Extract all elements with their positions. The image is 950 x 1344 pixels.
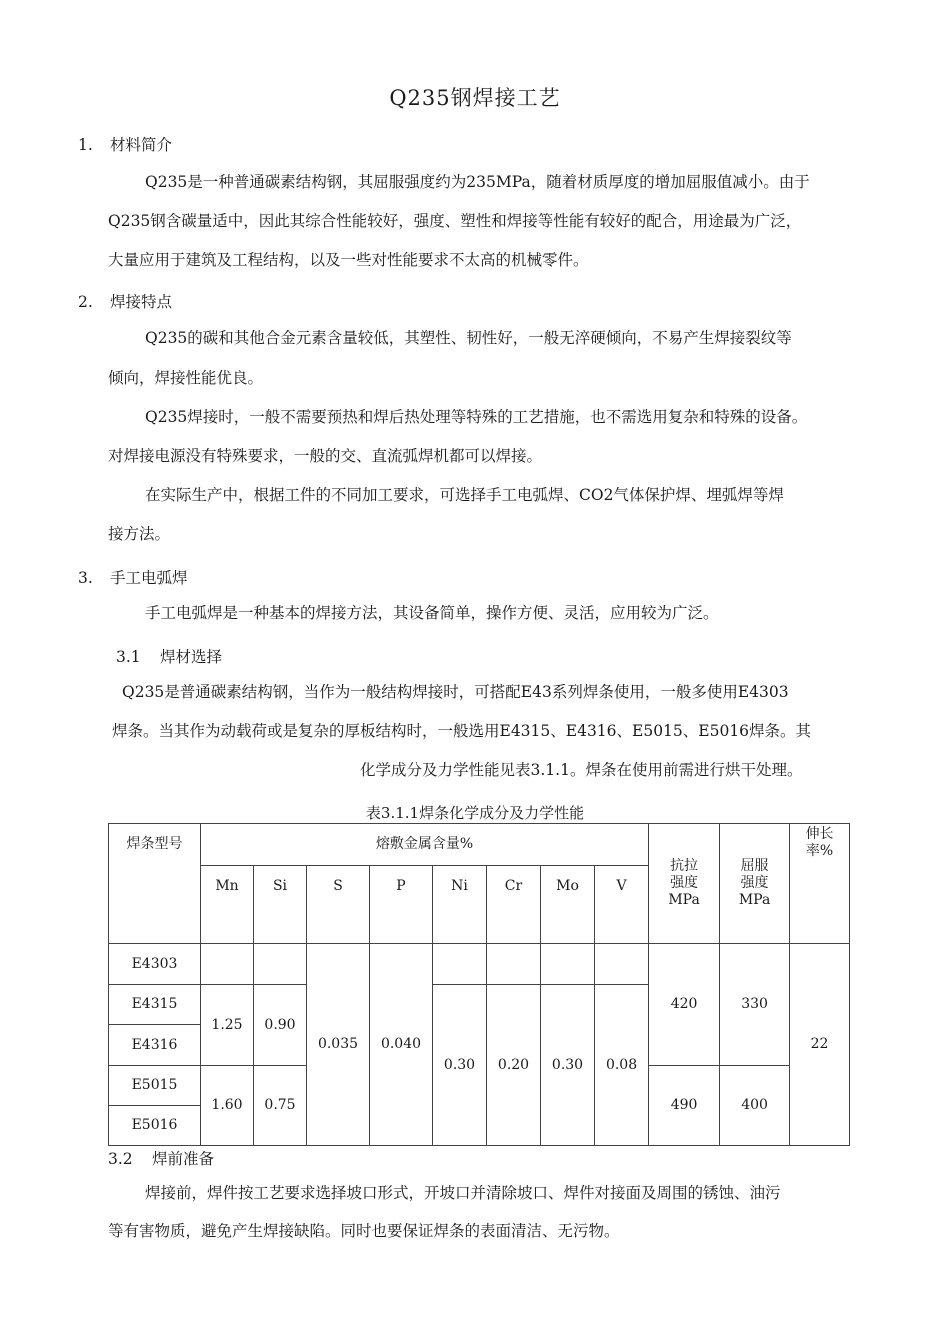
cell-mn: 1.60	[201, 1066, 254, 1146]
paragraph-line: 手工电弧焊是一种基本的焊接方法，其设备简单，操作方便、灵活，应用较为广泛。	[145, 604, 719, 622]
cell-mn: 1.25	[201, 985, 254, 1066]
header-element-mn: Mn	[201, 866, 254, 944]
header-element-p: P	[370, 866, 433, 944]
paragraph-line: 倾向，焊接性能优良。	[108, 369, 264, 387]
section-title: 材料简介	[110, 136, 173, 154]
cell-empty	[487, 944, 541, 985]
paragraph-line: 等有害物质，避免产生焊接缺陷。同时也要保证焊条的表面清洁、无污物。	[108, 1222, 620, 1240]
cell-empty	[201, 944, 254, 985]
cell-si: 0.75	[254, 1066, 307, 1146]
header-element-si: Si	[254, 866, 307, 944]
header-text: 伸长	[805, 826, 834, 842]
header-text: MPa	[738, 891, 771, 908]
header-yield-strength	[720, 824, 790, 944]
paragraph-line: Q235的碳和其他合金元素含量较低，其塑性、韧性好，一般无淬硬倾向，不易产生焊接裂纹等	[145, 329, 792, 347]
cell-elongation: 22	[790, 944, 850, 1146]
cell-tensile: 420	[649, 944, 720, 1066]
table-row	[109, 944, 850, 985]
cell-empty	[254, 944, 307, 985]
subsection-3-1-heading	[116, 645, 222, 667]
document-title: Q235钢焊接工艺	[389, 86, 561, 110]
cell-mo: 0.30	[541, 985, 595, 1146]
header-model: 焊条型号	[109, 824, 201, 944]
header-text: 抗拉	[670, 858, 699, 875]
paragraph-line: 化学成分及力学性能见表3.1.1。焊条在使用前需进行烘干处理。	[360, 761, 803, 779]
cell-ni: 0.30	[433, 985, 487, 1146]
paragraph-line: Q235是普通碳素结构钢，当作为一般结构焊接时，可搭配E43系列焊条使用，一般多使用E4303	[122, 683, 789, 701]
cell-p: 0.040	[370, 944, 433, 1146]
section-2-heading	[78, 290, 172, 312]
cell-cr: 0.20	[487, 985, 541, 1146]
cell-empty	[433, 944, 487, 985]
subsection-3-2-heading	[108, 1147, 214, 1169]
header-element-s: S	[307, 866, 370, 944]
cell-model: E4303	[109, 944, 201, 985]
section-number: 2.	[78, 293, 93, 311]
cell-model: E4316	[109, 1025, 201, 1066]
table-caption: 表3.1.1焊条化学成分及力学性能	[365, 804, 585, 822]
paragraph-line: Q235是一种普通碳素结构钢，其屈服强度约为235MPa，随着材质厚度的增加屈服值减小。由于	[145, 173, 810, 191]
subsection-title: 焊材选择	[160, 648, 223, 666]
section-number: 1.	[78, 136, 93, 154]
header-element-mo: Mo	[541, 866, 595, 944]
paragraph-line: 在实际生产中，根据工件的不同加工要求，可选择手工电弧焊、CO2气体保护焊、埋弧焊等焊	[145, 486, 784, 504]
cell-tensile: 490	[649, 1066, 720, 1146]
paragraph-line: Q235钢含碳量适中，因此其综合性能较好，强度、塑性和焊接等性能有较好的配合，用途最为广泛，	[108, 212, 802, 230]
header-deposited-metal: 熔敷金属含量%	[201, 824, 649, 866]
section-1-heading	[78, 133, 172, 155]
subsection-number: 3.2	[108, 1150, 133, 1168]
paragraph-line: 对焊接电源没有特殊要求，一般的交、直流弧焊机都可以焊接。	[108, 447, 543, 465]
header-tensile-strength	[649, 824, 720, 944]
header-text: 率%	[805, 842, 834, 859]
header-text: MPa	[668, 891, 700, 908]
cell-empty	[595, 944, 649, 985]
subsection-number: 3.1	[116, 648, 141, 666]
paragraph-line: Q235焊接时，一般不需要预热和焊后热处理等特殊的工艺措施，也不需选用复杂和特殊的设备。	[145, 408, 808, 426]
header-element-v: V	[595, 866, 649, 944]
cell-v: 0.08	[595, 985, 649, 1146]
paragraph-line: 大量应用于建筑及工程结构，以及一些对性能要求不太高的机械零件。	[108, 251, 589, 269]
section-number: 3.	[78, 569, 93, 587]
cell-model: E4315	[109, 985, 201, 1025]
paragraph-line: 焊接前，焊件按工艺要求选择坡口形式，开坡口并清除坡口、焊件对接面及周围的锈蚀、油污	[145, 1184, 781, 1202]
cell-si: 0.90	[254, 985, 307, 1066]
header-text: 强度	[740, 875, 769, 892]
electrode-properties-table	[108, 823, 850, 1146]
header-element-ni: Ni	[433, 866, 487, 944]
cell-model: E5016	[109, 1106, 201, 1146]
header-text: 屈服	[740, 858, 769, 875]
paragraph-line: 焊条。当其作为动载荷或是复杂的厚板结构时，一般选用E4315、E4316、E5015、E5016焊条。其	[112, 722, 812, 740]
header-elongation	[790, 824, 850, 944]
cell-yield: 400	[720, 1066, 790, 1146]
cell-empty	[541, 944, 595, 985]
cell-s: 0.035	[307, 944, 370, 1146]
header-element-cr: Cr	[487, 866, 541, 944]
paragraph-line: 接方法。	[108, 525, 171, 543]
cell-yield: 330	[720, 944, 790, 1066]
cell-model: E5015	[109, 1066, 201, 1106]
header-text: 强度	[670, 875, 699, 892]
section-3-heading	[78, 566, 188, 588]
subsection-title: 焊前准备	[152, 1150, 215, 1168]
section-title: 焊接特点	[110, 293, 173, 311]
section-title: 手工电弧焊	[110, 569, 188, 587]
